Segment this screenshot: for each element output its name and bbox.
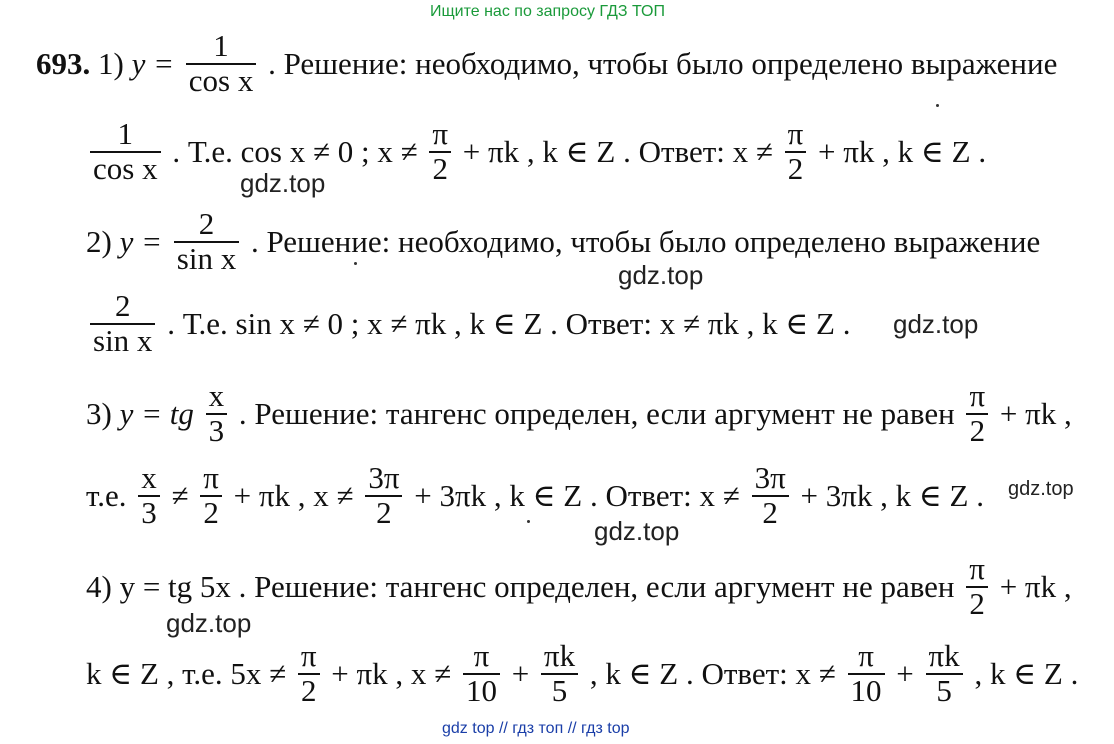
- footer-link[interactable]: gdz top: [442, 720, 495, 737]
- fraction: $\frac{x}{3}$: [138, 462, 160, 529]
- watermark: gdz.top: [594, 516, 680, 546]
- text: x ≠: [377, 134, 418, 170]
- text: x ≠: [732, 134, 773, 170]
- footer-separator: //: [498, 720, 508, 737]
- fraction: $\frac{\pi k}{5}$: [926, 640, 963, 707]
- solution-text: . Решение: необходимо, чтобы было определено выражение: [268, 46, 1058, 82]
- fraction: $\frac{3\pi}{2}$: [752, 462, 789, 529]
- part-4-line-2: [86, 640, 1078, 707]
- part-label: 1): [98, 46, 124, 82]
- part-label: 4): [86, 569, 112, 605]
- part-1-line-1: [36, 30, 1057, 97]
- answer-text: , k ∈ Z .: [974, 656, 1079, 692]
- fraction: $\frac{\pi}{10}$: [463, 640, 500, 707]
- fraction: $\frac{1}{\text{cos x}}$: [186, 30, 257, 97]
- text: +: [511, 656, 530, 692]
- scan-speck: [936, 104, 939, 107]
- fraction: $\frac{\pi}{2}$: [429, 118, 451, 185]
- text: + πk , k ∈ Z . Ответ:: [462, 134, 725, 170]
- text: , k ∈ Z . Ответ: x ≠: [589, 656, 836, 692]
- text: . Т.е.: [172, 134, 233, 170]
- fraction: $\frac{3\pi}{2}$: [365, 462, 402, 529]
- footer-link[interactable]: гдз top: [581, 720, 630, 737]
- fraction: $\frac{\pi k}{5}$: [541, 640, 578, 707]
- part-3-line-2: [86, 462, 984, 529]
- fraction: $\frac{\pi}{2}$: [298, 640, 320, 707]
- fraction: $\frac{\pi}{10}$: [848, 640, 885, 707]
- fraction: $\frac{\pi}{2}$: [966, 553, 988, 620]
- text: + πk , x ≠: [331, 656, 452, 692]
- solution-text: . Решение: необходимо, чтобы было определено выражение: [250, 224, 1041, 260]
- scan-speck: [527, 520, 530, 523]
- solution-text: y = tg 5x . Решение: тангенс определен, если аргумент не равен: [119, 569, 955, 605]
- scan-speck: [354, 262, 357, 265]
- part-label: 2): [86, 224, 112, 260]
- lhs: y =: [119, 224, 163, 260]
- answer-text: + 3πk , k ∈ Z .: [800, 478, 984, 514]
- problem-number: 693.: [36, 46, 91, 82]
- text: ≠: [171, 478, 189, 514]
- watermark: gdz.top: [1008, 478, 1074, 500]
- text: + πk ,: [999, 569, 1072, 605]
- fraction: $\frac{\pi}{2}$: [200, 462, 222, 529]
- text: + πk ,: [999, 396, 1072, 432]
- footer-link[interactable]: гдз топ: [512, 720, 564, 737]
- part-3-line-1: [86, 380, 1072, 447]
- part-1-line-2: [86, 118, 986, 185]
- text: . Т.е. sin x ≠ 0 ; x ≠ πk , k ∈ Z . Ответ: x ≠ πk , k ∈ Z .: [167, 306, 851, 342]
- fraction: $\frac{2}{\text{sin x}}$: [174, 208, 239, 275]
- text: k ∈ Z , т.е. 5x ≠: [86, 656, 287, 692]
- condition: cos x ≠ 0 ;: [240, 134, 370, 170]
- answer-text: + πk , k ∈ Z .: [818, 134, 987, 170]
- fraction: $\frac{2}{\text{sin x}}$: [90, 290, 155, 357]
- part-2-line-2: [86, 290, 851, 357]
- bottom-banner: [442, 720, 630, 738]
- lhs: y = tg: [119, 396, 194, 432]
- text: т.е.: [86, 478, 127, 514]
- fraction: $\frac{1}{\text{cos x}}$: [90, 118, 161, 185]
- fraction: $\frac{\pi}{2}$: [966, 380, 988, 447]
- watermark: gdz.top: [893, 309, 979, 339]
- part-label: 3): [86, 396, 112, 432]
- text: + 3πk , k ∈ Z . Ответ: x ≠: [414, 478, 740, 514]
- fraction: $\frac{x}{3}$: [206, 380, 228, 447]
- watermark: gdz.top: [618, 260, 704, 290]
- part-2-line-1: [86, 208, 1040, 275]
- watermark: gdz.top: [240, 168, 326, 198]
- lhs: y =: [131, 46, 175, 82]
- top-banner: Ищите нас по запросу ГДЗ ТОП: [430, 3, 665, 20]
- text: +: [896, 656, 914, 692]
- footer-separator: //: [567, 720, 577, 737]
- watermark: gdz.top: [166, 608, 252, 638]
- text: + πk , x ≠: [233, 478, 354, 514]
- fraction: $\frac{\pi}{2}$: [785, 118, 807, 185]
- solution-text: . Решение: тангенс определен, если аргумент не равен: [238, 396, 955, 432]
